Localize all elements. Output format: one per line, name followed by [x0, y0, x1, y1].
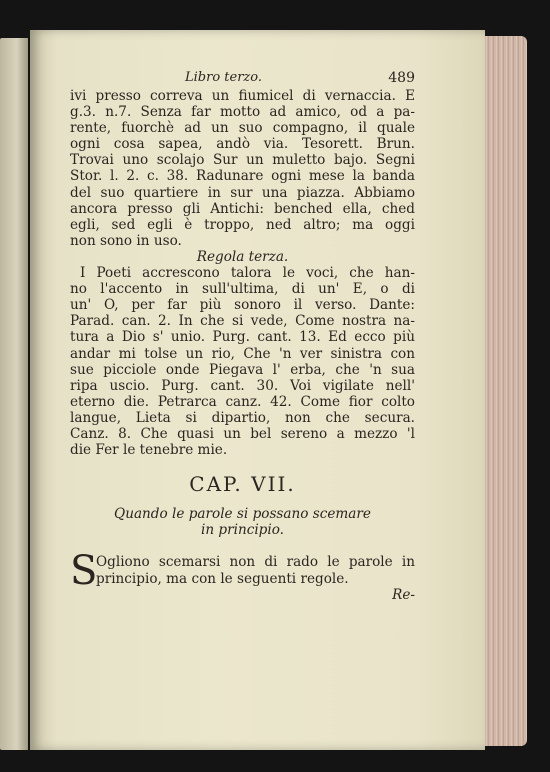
text-line: sue picciole onde Piegava l' erba, che 'n sua [70, 361, 415, 378]
text-line: Stor. l. 2. c. 38. Radunare ogni mese la banda [70, 168, 415, 185]
text-line: ancora presso gli Antichi: benched ella, ched [70, 200, 415, 217]
running-head: Libro terzo. [185, 70, 262, 85]
chapter-heading: CAP. VII. [189, 472, 296, 497]
page-number: 489 [388, 70, 415, 86]
chapter-subtitle: in principio. [200, 522, 284, 539]
text-line: un' O, per far più sonoro il verso. Dante: [70, 297, 415, 314]
text-line: die Fer le tenebre mie. [70, 442, 228, 459]
text-line: tura a Dio s' unio. Purg. cant. 13. Ed ecco più [70, 329, 415, 346]
page-text [70, 70, 415, 603]
text-line: ogni cosa sapea, andò via. Tesorett. Brun. [70, 136, 415, 153]
fore-edge [485, 36, 527, 746]
text-line: no l'accento in sull'ultima, di un' E, o di [70, 281, 415, 298]
text-line: egli, sed egli è troppo, ned altro; ma oggi [70, 216, 415, 233]
drop-cap: S [70, 548, 98, 595]
text-line: ivi presso correva un fiumicel di vernaccia. E [70, 88, 415, 104]
paragraph-a [70, 88, 415, 249]
paragraph-b [70, 265, 415, 458]
text-line: I Poeti accrescono talora le voci, che han- [80, 265, 415, 282]
chapter-subtitle: Quando le parole si possano scemare [114, 506, 371, 523]
text-line: rente, fuorchè ad un suo compagno, il quale [70, 120, 415, 137]
text-line: langue, Lieta si dipartio, non che secura. [70, 409, 415, 426]
left-page-edge [0, 38, 28, 750]
running-header [70, 70, 415, 88]
text-line: andar mi tolse un rio, Che 'n ver sinistra con [70, 345, 415, 362]
text-line: principio, ma con le seguenti regole. [96, 570, 349, 587]
rule-heading: Regola terza. [196, 248, 289, 265]
text-line: Canz. 8. Che quasi un bel sereno a mezzo 'l [70, 425, 415, 442]
text-line: eterno die. Petrarca canz. 42. Come fior colto [70, 393, 415, 410]
text-line: del suo quartiere in sur una piazza. Abbiamo [70, 184, 415, 201]
text-line: non sono in uso. [70, 232, 182, 249]
paragraph-c [70, 548, 415, 595]
text-line: Trovai uno scolajo Sur un muletto bajo. Segni [70, 152, 415, 169]
text-line: g.3. n.7. Senza far motto ad amico, od a pa- [70, 104, 415, 121]
text-line: Parad. can. 2. In che si vede, Come nostra na- [70, 313, 415, 330]
text-line: Ogliono scemarsi non di rado le parole in [96, 554, 415, 571]
catchword: Re- [392, 586, 415, 603]
text-line: ripa uscio. Purg. cant. 30. Voi vigilate nell' [70, 377, 415, 394]
